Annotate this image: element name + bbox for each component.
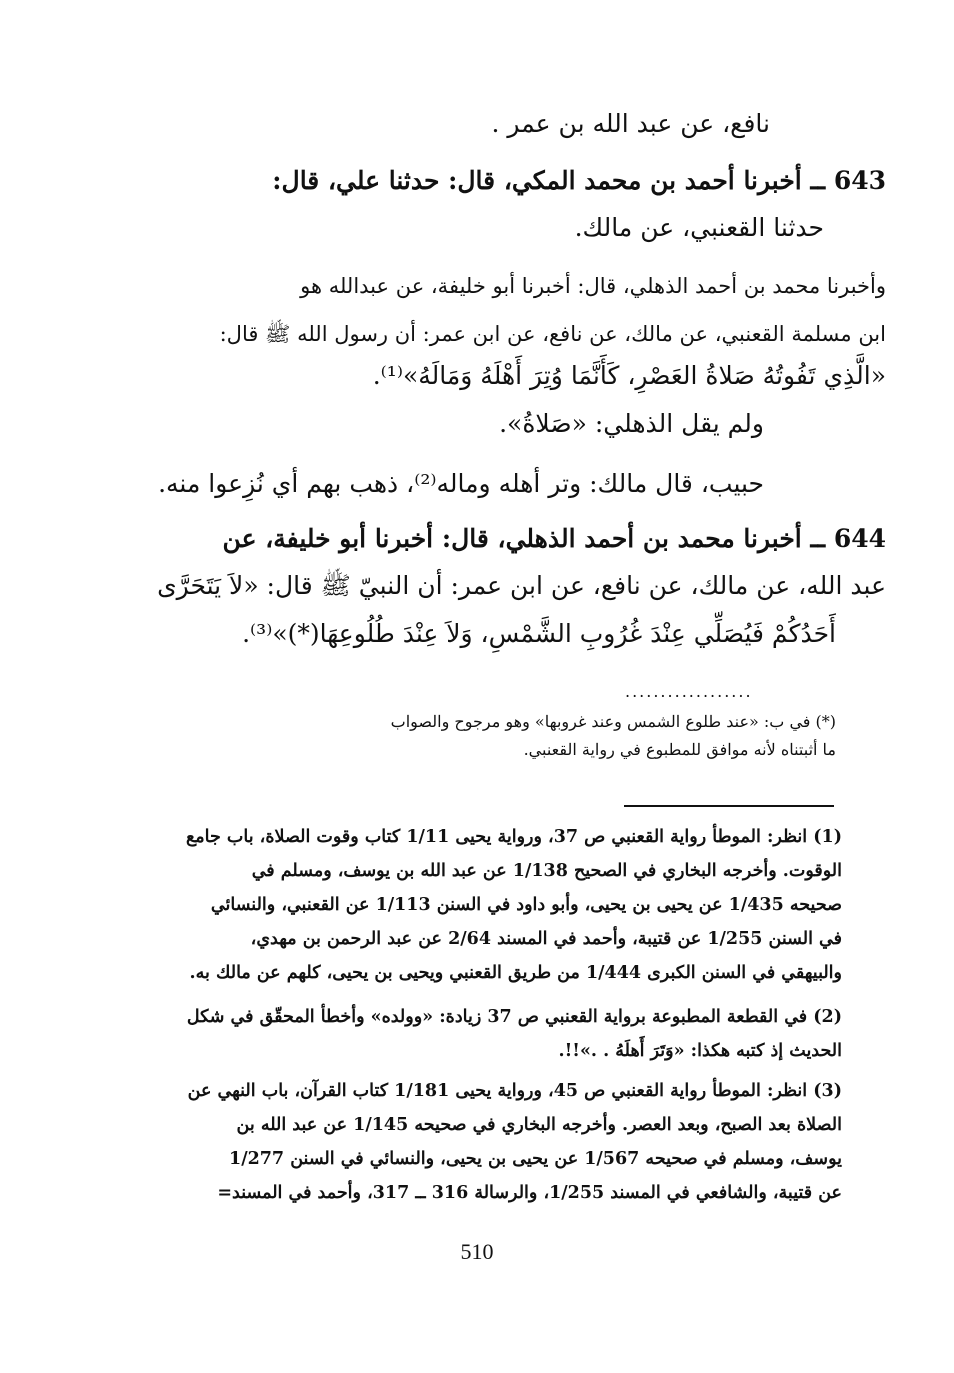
main-line-7: ولم يقل الذهلي: «صَلاةُ».	[499, 409, 764, 438]
main-line-4: وأخبرنا محمد بن أحمد الذهلي، قال: أخبرنا أبو خليفة، عن عبدالله هو	[300, 274, 886, 298]
main-line-10: عبد الله، عن مالك، عن نافع، عن ابن عمر: أن النبيّ ﷺ قال: «لاَ يَتَحَرَّى	[157, 571, 886, 600]
page-number: 510	[460, 1239, 494, 1264]
main-line-1: نافع، عن عبد الله بن عمر .	[491, 109, 770, 138]
editor-note-line-1: (*) في ب: «عند طلوع الشمس وعند غروبها» وهو مرجوح والصواب	[390, 712, 836, 731]
footnote-1-line-4: في السنن 1/255 عن قتيبة، وأحمد في المسند 2/64 عن عبد الرحمن بن مهدي،	[250, 929, 842, 949]
main-line-5: ابن مسلمة القعنبي، عن مالك، عن نافع، عن ابن عمر: أن رسول الله ﷺ قال:	[219, 322, 886, 346]
footnote-1-line-5: والبيهقي في السنن الكبرى 1/444 من طريق القعنبي ويحيى بن يحيى، كلهم عن مالك به.	[189, 963, 842, 983]
footnote-1-line-3: صحيحه 1/435 عن يحيى بن يحيى، وأبو داود في السنن 1/113 عن القعنبي، والنسائي	[210, 895, 842, 915]
footnote-3-line-2: الصلاة بعد الصبح، وبعد العصر. وأخرجه البخاري في صحيحه 1/145 عن عبد الله بن	[236, 1115, 842, 1135]
main-line-8: حبيب، قال مالك: وتر أهله وماله⁽²⁾، ذهب بهم أي نُزِعوا منه.	[158, 469, 764, 498]
dotted-separator: ..................	[625, 682, 753, 701]
hadith-643-heading-line: 643 ــ أخبرنا أحمد بن محمد المكي، قال: حدثنا علي، قال:	[272, 166, 886, 195]
footnote-2-line-2: الحديث إذ كتبه هكذا: «وَتَرَ أَهلَهُ . .»!!.	[558, 1041, 842, 1061]
footnote-3-line-3: يوسف، ومسلم في صحيحه 1/567 عن يحيى بن يحيى، والنسائي في السنن 1/277	[229, 1149, 842, 1169]
footnote-3-line-4: عن قتيبة، والشافعي في المسند 1/255، والرسالة 316 ــ 317، وأحمد في المسند=	[217, 1183, 842, 1203]
footnote-rule	[624, 805, 834, 807]
footnote-2-line-1: (2) في القطعة المطبوعة برواية القعنبي ص 37 زيادة: «وولده» وأخطأ المحقّق في شكل	[186, 1007, 842, 1027]
footnote-3-line-1: (3) انظر: الموطأ رواية القعنبي ص 45، ورواية يحيى 1/181 كتاب القرآن، باب النهي عن	[187, 1081, 842, 1101]
hadith-644-heading-line: 644 ــ أخبرنا محمد بن أحمد الذهلي، قال: أخبرنا أبو خليفة، عن	[222, 524, 886, 553]
editor-note-line-2: ما أثبتناه لأنه موافق للمطبوع في رواية القعنبي.	[523, 740, 836, 759]
footnote-1-line-2: الوقوت. وأخرجه البخاري في الصحيح 1/138 عن عبد الله بن يوسف، ومسلم في	[251, 861, 842, 881]
main-line-11: أَحَدُكُمْ فَيُصَلِّي عِنْدَ غُرُوبِ الشَّمْسِ، وَلاَ عِنْدَ طُلُوعِهَا(*)»⁽³⁾.	[242, 619, 836, 648]
hadith-quote-line: «الَّذِي تَفُوتُهُ صَلاةُ العَصْرِ، كَأَنَّمَا وُتِرَ أَهْلَهُ وَمَالَهُ»⁽¹⁾.	[372, 361, 886, 390]
footnote-1-line-1: (1) انظر: الموطأ رواية القعنبي ص 37، ورواية يحيى 1/11 كتاب وقوت الصلاة، باب جامع	[185, 827, 842, 847]
main-line-3: حدثنا القعنبي، عن مالك.	[574, 213, 824, 242]
